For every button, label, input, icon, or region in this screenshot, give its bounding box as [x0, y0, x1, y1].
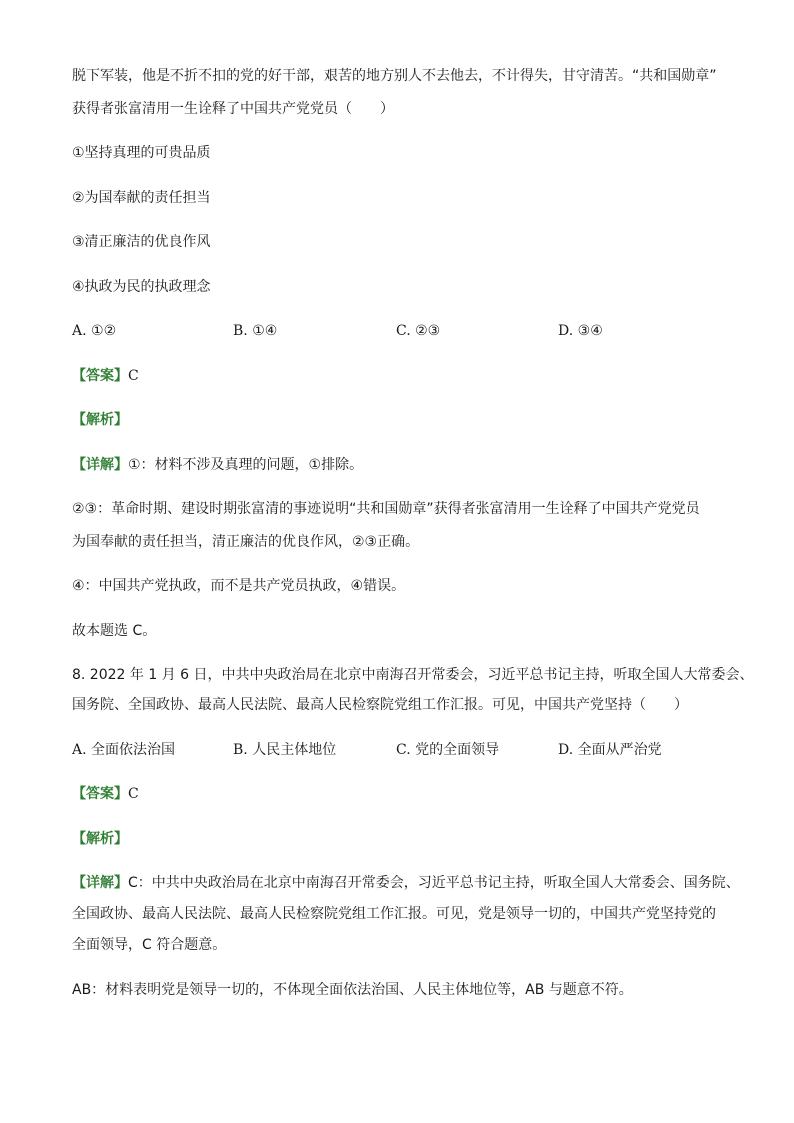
detail-tag: 【详解】 — [72, 457, 128, 473]
q8-detail-line-1 — [72, 874, 740, 892]
option-letter: D. — [558, 323, 574, 339]
q7-item-2: ②为国奉献的责任担当 — [72, 190, 211, 206]
q7-detail-line-3: 为国奉献的责任担当，清正廉洁的优良作风，②③正确。 — [72, 534, 420, 550]
q8-stem-line-1: 8. 2022 年 1 月 6 日，中共中央政治局在北京中南海召开常委会，习近平总书记主持，听取全国人大常委会、 — [72, 667, 754, 683]
option-text: ①② — [91, 323, 117, 339]
option-letter: C. — [396, 742, 411, 758]
option-letter: C. — [396, 323, 411, 339]
analysis-tag: 【解析】 — [72, 412, 128, 428]
analysis-tag: 【解析】 — [72, 831, 128, 847]
q8-answer — [72, 785, 139, 803]
option-letter: A. — [72, 323, 87, 339]
q8-detail-line-2: 全国政协、最高人民法院、最高人民检察院党组工作汇报。可见，党是领导一切的，中国共产党坚持党的 — [72, 906, 716, 922]
q8-stem-line-2: 国务院、全国政协、最高人民法院、最高人民检察院党组工作汇报。可见，中国共产党坚持（ ） — [72, 697, 688, 713]
q8-option-c — [396, 741, 499, 759]
q7-option-c — [396, 322, 440, 340]
option-text: ②③ — [415, 323, 441, 339]
q7-option-d — [558, 322, 603, 340]
detail-text: ①：材料不涉及真理的问题，①排除。 — [128, 457, 364, 473]
option-text: ①④ — [252, 323, 278, 339]
option-letter: B. — [233, 742, 248, 758]
q7-option-b — [233, 322, 277, 340]
q7-item-4: ④执政为民的执政理念 — [72, 279, 211, 295]
answer-tag: 【答案】 — [72, 786, 128, 802]
option-letter: B. — [233, 323, 248, 339]
q7-item-1: ①坚持真理的可贵品质 — [72, 145, 211, 161]
q7-conclusion: 故本题选 C。 — [72, 623, 157, 639]
q7-item-3: ③清正廉洁的优良作风 — [72, 234, 211, 250]
q7-answer — [72, 367, 139, 385]
q7-stem-line-1: 脱下军装，他是不折不扣的党的好干部，艰苦的地方别人不去他去，不计得失，甘守清苦。“共和国勋章” — [72, 68, 717, 84]
q8-option-b — [233, 741, 336, 759]
q7-stem-line-2: 获得者张富清用一生诠释了中国共产党党员（ ） — [72, 101, 394, 117]
q8-option-a — [72, 741, 175, 759]
q8-option-d — [558, 741, 662, 759]
option-letter: A. — [72, 742, 87, 758]
detail-text: C：中共中央政治局在北京中南海召开常委会，习近平总书记主持，听取全国人大常委会、国务院、 — [128, 875, 740, 891]
q7-option-a — [72, 322, 116, 340]
detail-tag: 【详解】 — [72, 875, 128, 891]
q7-detail-line-4: ④：中国共产党执政，而不是共产党员执政，④错误。 — [72, 578, 406, 594]
option-text: ③④ — [577, 323, 603, 339]
option-text: 全面依法治国 — [91, 742, 176, 758]
q7-detail-line-2: ②③：革命时期、建设时期张富清的事迹说明“共和国勋章”获得者张富清用一生诠释了中国共产党党员 — [72, 501, 700, 517]
q8-detail-line-4: AB：材料表明党是领导一切的，不体现全面依法治国、人民主体地位等，AB 与题意不符。 — [72, 982, 633, 998]
q8-analysis-heading — [72, 830, 128, 848]
answer-value: C — [128, 368, 139, 384]
answer-value: C — [128, 786, 139, 802]
answer-tag: 【答案】 — [72, 368, 128, 384]
option-text: 人民主体地位 — [252, 742, 337, 758]
option-text: 全面从严治党 — [577, 742, 662, 758]
q7-analysis-heading — [72, 411, 128, 429]
option-text: 党的全面领导 — [415, 742, 500, 758]
q8-detail-line-3: 全面领导，C 符合题意。 — [72, 937, 227, 953]
option-letter: D. — [558, 742, 574, 758]
q7-detail-line-1 — [72, 456, 363, 474]
